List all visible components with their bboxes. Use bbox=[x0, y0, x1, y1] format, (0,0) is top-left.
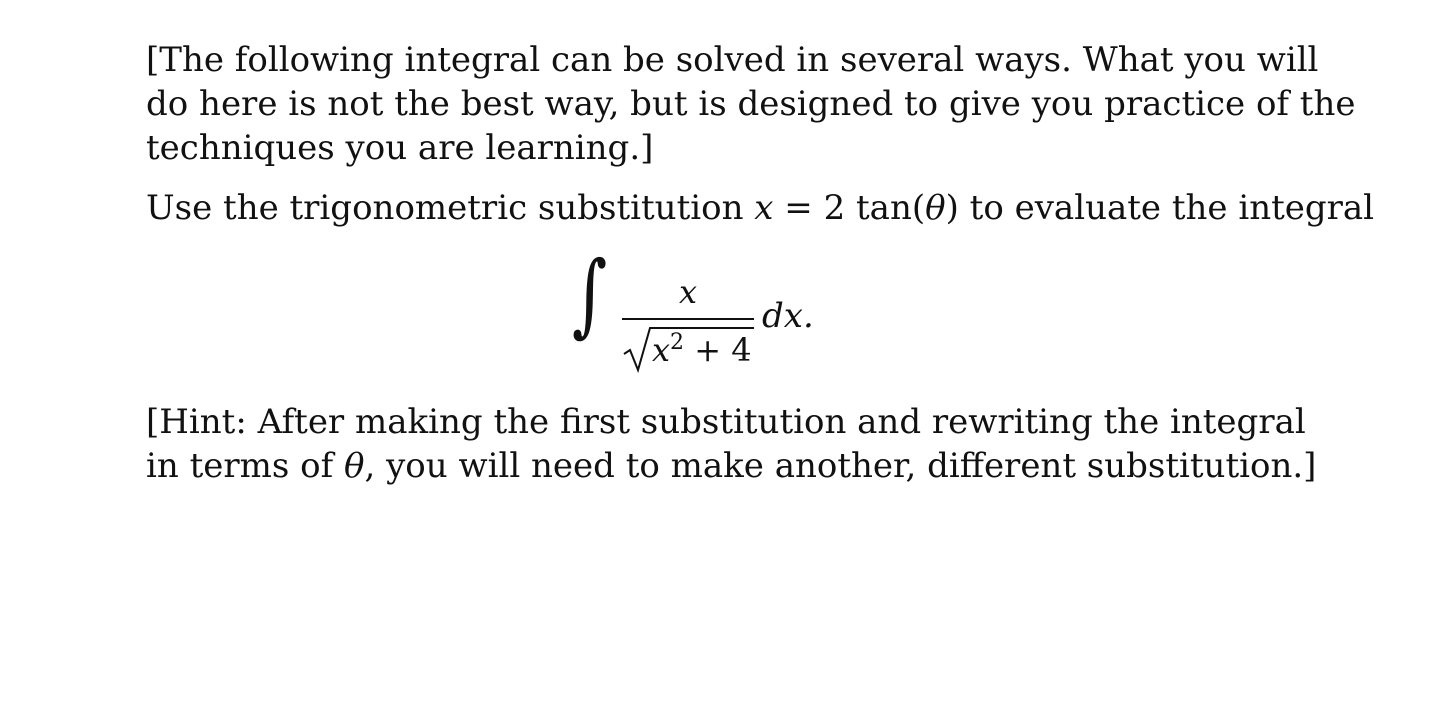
intro-line-1: [The following integral can be solved in several ways. What you will bbox=[146, 40, 1319, 80]
problem-page bbox=[146, 38, 1375, 488]
radicand-exponent: 2 bbox=[670, 330, 685, 355]
intro-paragraph bbox=[146, 38, 1356, 170]
instruction-suffix: to evaluate the integral bbox=[958, 188, 1375, 228]
intro-line-3: techniques you are learning.] bbox=[146, 128, 654, 168]
instruction-prefix: Use the trigonometric substitution bbox=[146, 188, 755, 228]
fraction-bar bbox=[622, 318, 754, 320]
integral-sign: ∫ bbox=[572, 242, 608, 347]
substitution-variable: x bbox=[754, 188, 774, 228]
substitution-equals: = 2 tan( bbox=[773, 188, 926, 228]
fraction-numerator: x bbox=[678, 273, 698, 311]
intro-line-2: do here is not the best way, but is designed to give you practice of the bbox=[146, 84, 1356, 124]
radicand-rest: + 4 bbox=[684, 331, 752, 369]
substitution-close: ) bbox=[945, 188, 959, 228]
instruction-paragraph bbox=[146, 186, 1375, 230]
differential: dx. bbox=[762, 296, 814, 336]
radicand bbox=[652, 330, 752, 370]
hint-theta: θ bbox=[343, 446, 365, 486]
radicand-base: x bbox=[652, 331, 671, 369]
fraction bbox=[622, 272, 754, 372]
hint-line-2-prefix: in terms of bbox=[146, 446, 344, 486]
instruction-line bbox=[146, 186, 1375, 230]
integral-equation bbox=[146, 230, 1240, 400]
substitution-theta: θ bbox=[925, 188, 946, 228]
fraction-denominator bbox=[622, 324, 754, 374]
hint-line-2-suffix: , you will need to make another, different substitution.] bbox=[364, 446, 1317, 486]
hint-line-2 bbox=[146, 444, 1317, 488]
hint-line-1: [Hint: After making the first substitution and rewriting the integral bbox=[146, 402, 1306, 442]
hint-paragraph bbox=[146, 400, 1317, 488]
